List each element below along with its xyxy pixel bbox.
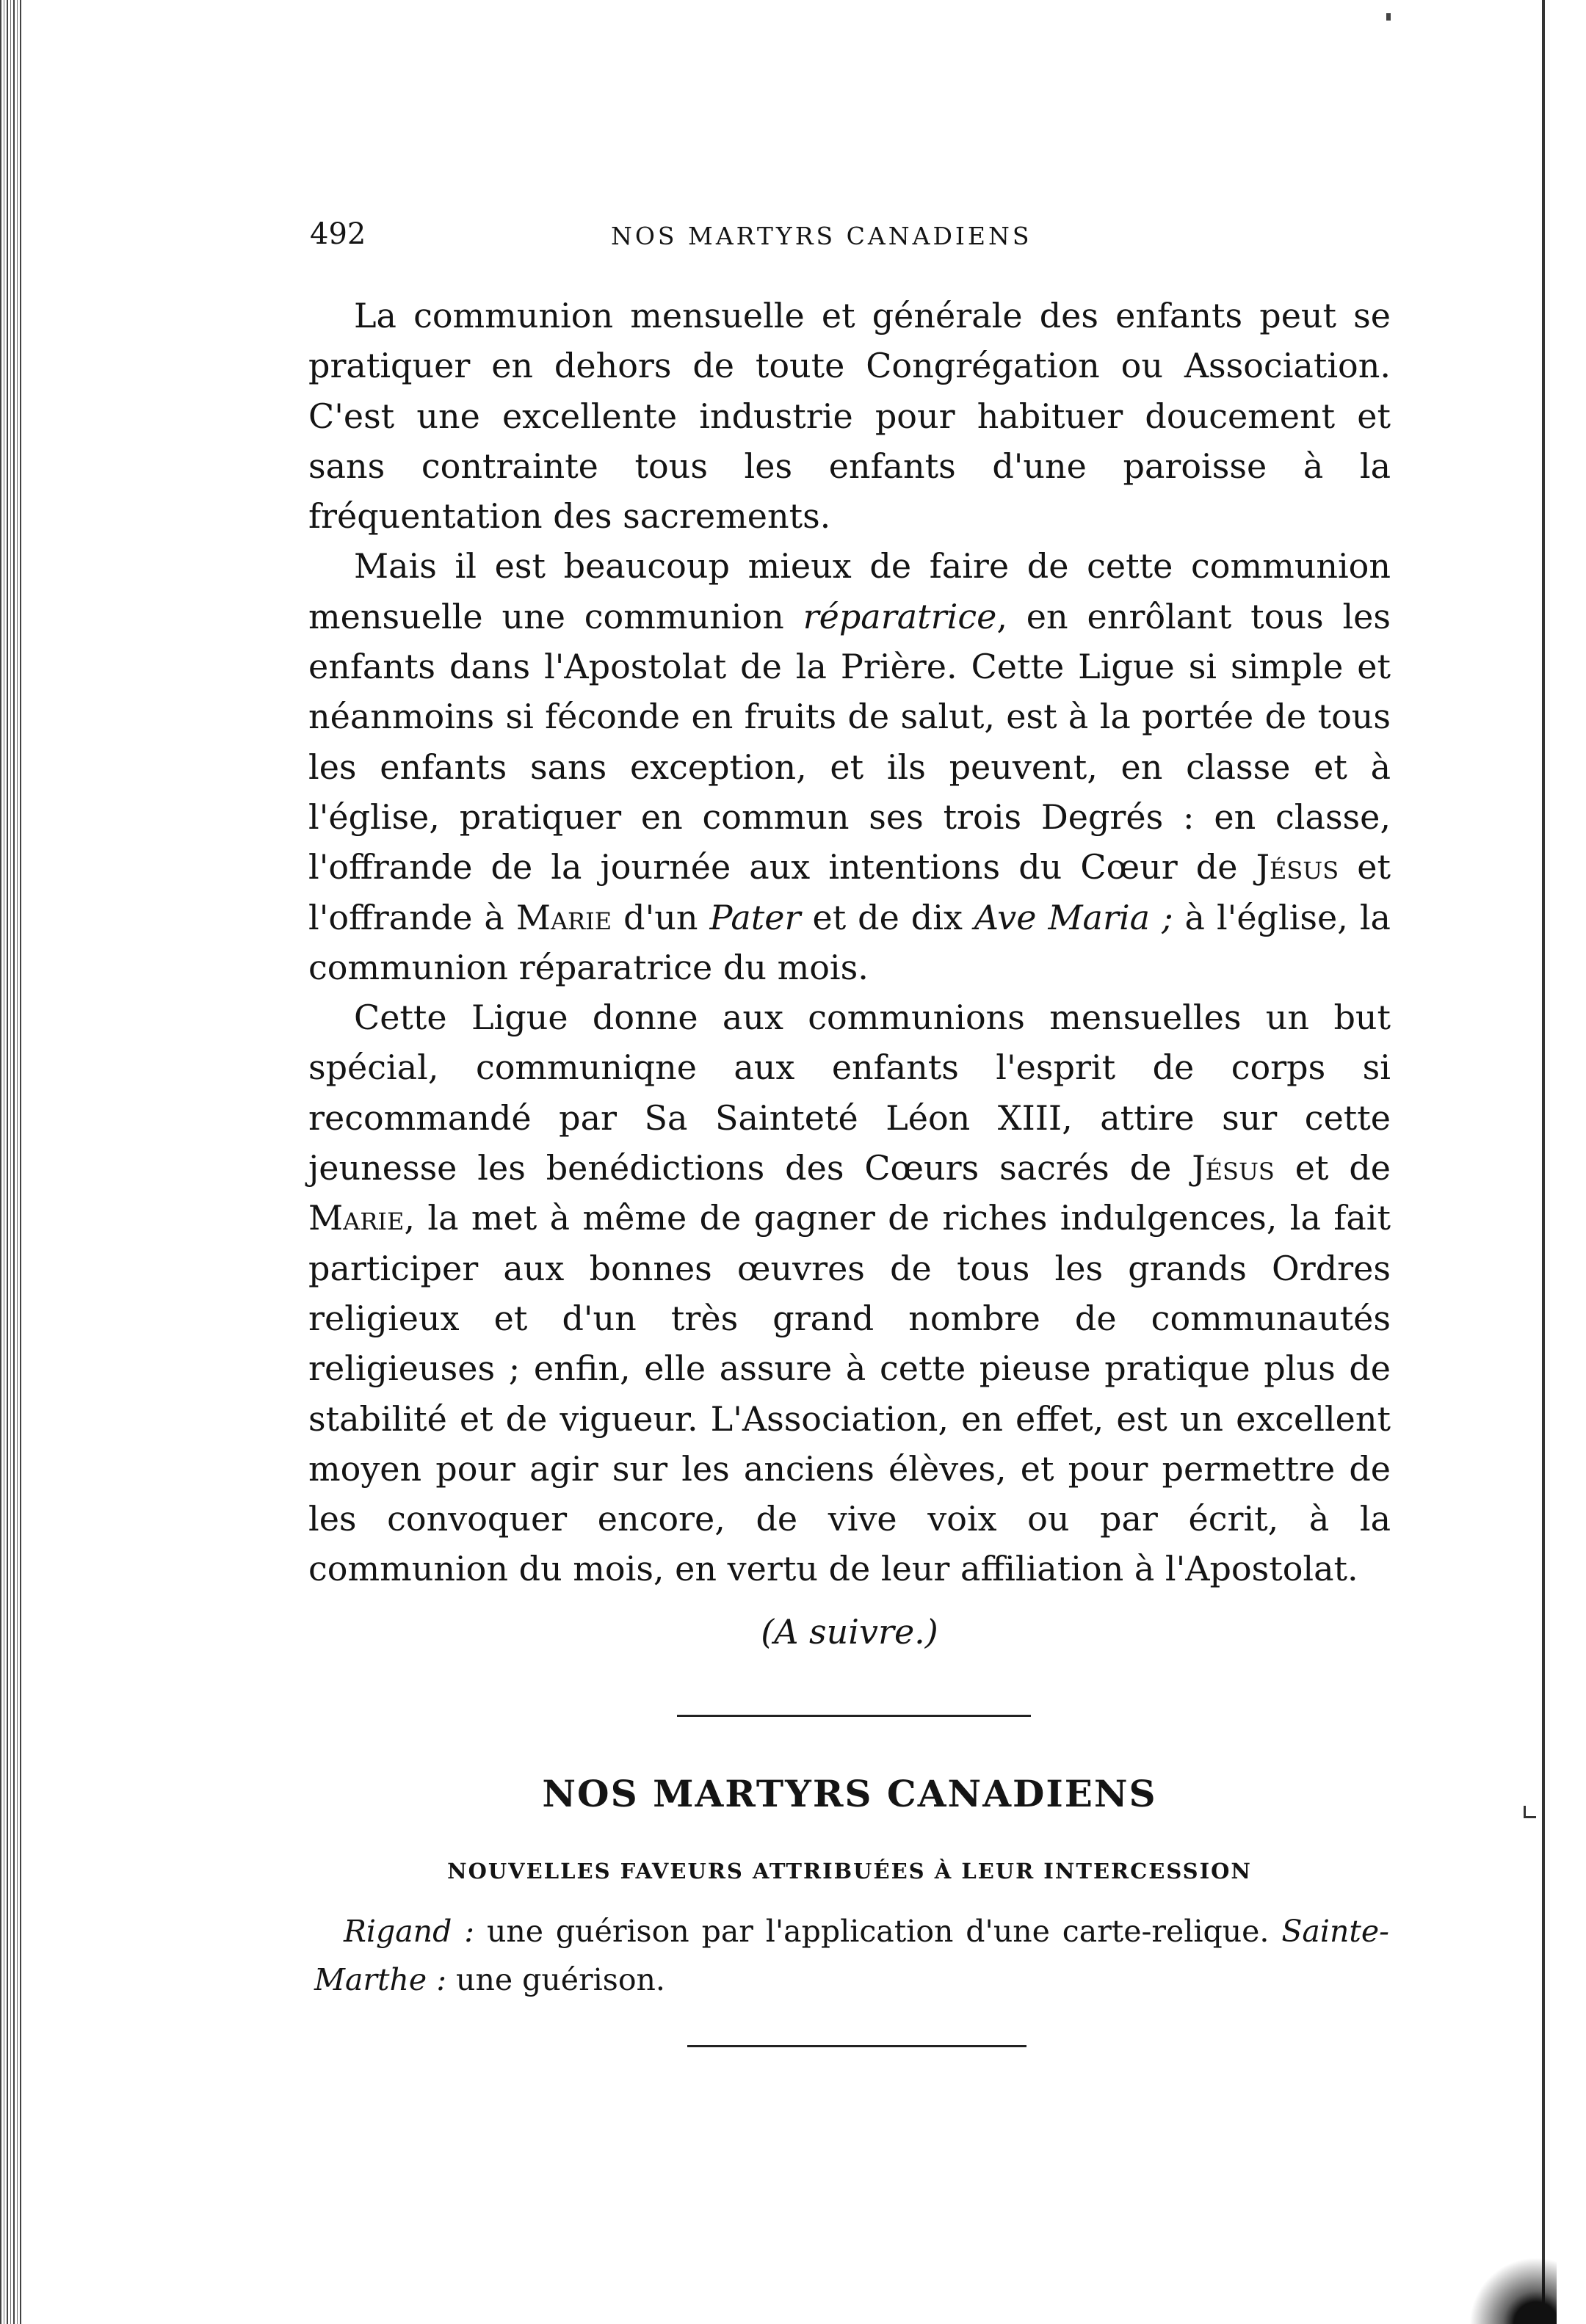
scanned-page-left-edge [0,0,22,2324]
paragraph-1: La communion mensuelle et générale des enfants peut se pratiquer en dehors de toute Congrégation ou Association. C'est une excellente industrie pour habituer doucement et sans contrainte tous les enfants d'une paroisse à la fréquentation des sacrements. [308,296,1391,537]
paragraph-2-text-6: à l'église, la communion réparatrice du mois. [308,897,1391,987]
paragraph-3-text-1: Cette Ligue donne aux communions mensuelles un but spécial, communiqne aux enfants l'esprit de corps si recommandé par Sa Sainteté Léon XIII, attire sur cette jeunesse les benédictions des Cœurs sacrés de [308,998,1391,1188]
section-subtitle: NOUVELLES FAVEURS ATTRIBUÉES À LEUR INTERCESSION [447,1859,1252,1884]
paragraph-2-text-1: Mais il est beaucoup mieux de faire de cette communion mensuelle une communion [308,546,1391,636]
name-jesus-2: Jésus [1192,1148,1275,1188]
paragraph-3-text-3: , la met à même de gagner de riches indulgences, la fait participer aux bonnes œuvres de tous les grands Ordres religieux et d'un très grand nombre de communautés religieuses ; enfin, elle assure à cette pieuse pratique plus de stabilité et de vigueur. L'Association, en effet, est un excellent moyen pour agir sur les anciens élèves, et pour permettre de les convoquer encore, de vive voix ou par écrit, à la communion du mois, en vertu de leur affiliation à l'Apostolat. [308,1198,1391,1589]
page-header [305,217,1392,261]
name-marie-2: Marie [308,1198,405,1238]
paragraph-2-text-3: et l'offrande à [308,847,1391,937]
paragraph-2-text-4: d'un [612,897,710,937]
running-head: NOS MARTYRS CANADIENS [611,222,1032,250]
paragraph-2 [308,541,1391,992]
scanned-page-right-border [1542,0,1545,2324]
favor-2-text: une guérison. [446,1962,665,1997]
scan-speck [1386,13,1391,21]
place-rigand: Rigand : [344,1914,475,1949]
italic-reparatrice: réparatrice [803,596,997,636]
italic-ave-maria: Ave Maria ; [974,897,1173,937]
article-body [308,291,1391,1594]
section-title: NOS MARTYRS CANADIENS [542,1772,1157,1815]
paragraph-3 [308,992,1391,1594]
favors-list [314,1907,1389,2004]
name-jesus: Jésus [1256,847,1339,887]
section-divider [677,1715,1031,1717]
to-be-continued: (A suivre.) [761,1612,938,1652]
italic-pater: Pater [709,897,801,937]
place-sainte-marthe: Sainte-Marthe : [314,1914,1389,1997]
page-number: 492 [310,217,366,251]
name-marie: Marie [515,897,612,937]
paragraph-2-text-2: , en enrôlant tous les enfants dans l'Apostolat de la Prière. Cette Ligue si simple et néanmoins si féconde en fruits de salut, est à la portée de tous les enfants sans exception, et ils peuvent, en classe et à l'église, pratiquer en commun ses trois Degrés : en classe, l'offrande de la journée aux intentions du Cœur de [308,596,1391,887]
scan-mark [1524,1806,1536,1818]
favor-1-text: une guérison par l'application d'une carte-relique. [474,1914,1282,1949]
paragraph-3-text-2: et de [1274,1148,1391,1188]
end-divider [687,2045,1026,2047]
corner-smudge [1454,2229,1557,2324]
paragraph-2-text-5: et de dix [800,897,974,937]
